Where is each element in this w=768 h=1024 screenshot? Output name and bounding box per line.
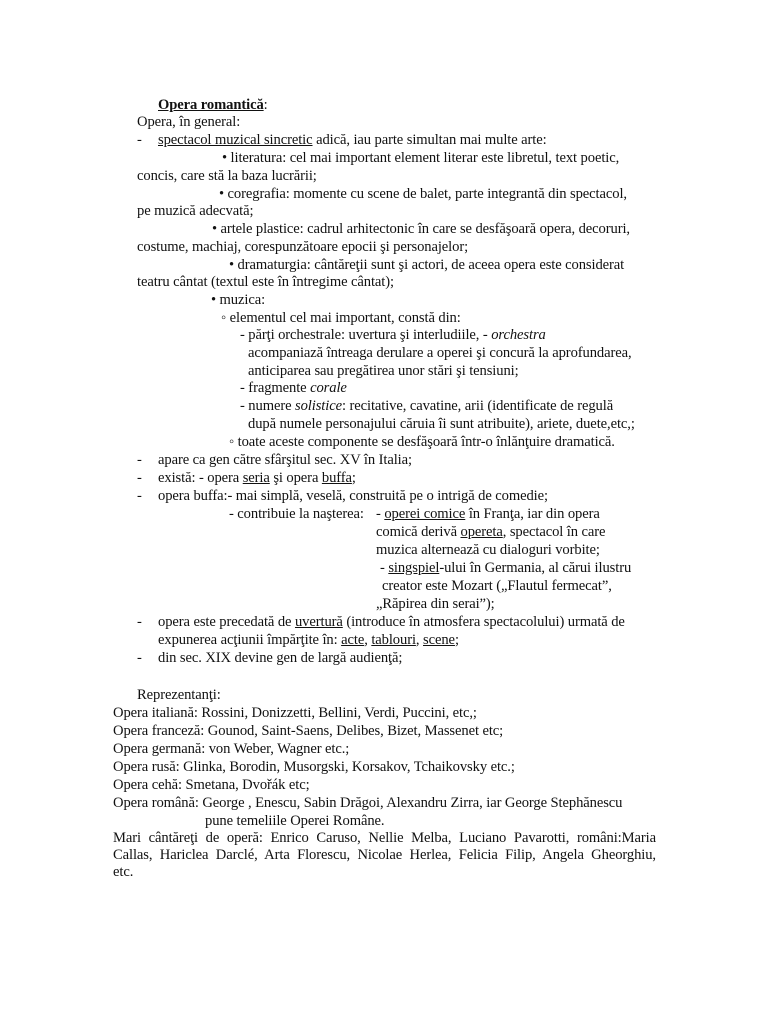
parti-line-2: acompaniază întreaga derulare a operei şi concură la aprofundarea,: [248, 345, 632, 361]
title-text: Opera romantică: [158, 97, 264, 113]
dash-marker: -: [137, 650, 142, 666]
page-title: [158, 96, 268, 114]
coregrafia-line-2: pe muzică adecvată;: [137, 203, 254, 219]
comice-rest: în Franţa, iar din opera: [465, 506, 600, 522]
creator-line: creator este Mozart („Flautul fermecat”,: [382, 578, 612, 594]
acte-term: acte: [341, 632, 365, 648]
scene-term: scene: [423, 632, 455, 648]
title-colon: :: [263, 97, 268, 113]
sincretic-rest: adică, iau parte simultan mai multe arte:: [312, 132, 547, 148]
literatura-line-2: concis, care stă la baza lucrării;: [137, 168, 317, 184]
opera-romana-line-1: Opera română: George , Enescu, Sabin Drăgoi, Alexandru Zirra, iar George Stephănescu: [113, 795, 623, 811]
dash-marker: -: [137, 614, 142, 630]
seria-term: seria: [242, 470, 270, 486]
numere-line-1: [240, 397, 613, 415]
solistice-term: solistice: [295, 398, 342, 414]
precedata-text: opera este precedată de: [158, 614, 295, 630]
opera-italiana-line: Opera italiană: Rossini, Donizzetti, Bellini, Verdi, Puccini, etc,;: [113, 705, 477, 721]
singers-line-1: Mari cântăreţi de operă: Enrico Caruso, Nellie Melba, Luciano Pavarotti, români:Maria: [113, 830, 656, 846]
opera-ceha-line: Opera cehă: Smetana, Dvořák etc;: [113, 777, 310, 793]
xix-line: din sec. XIX devine gen de largă audienţă;: [158, 650, 403, 666]
dash-marker: -: [137, 452, 142, 468]
singers-line-2: Callas, Hariclea Darclé, Arta Florescu, Nicolae Herlea, Felicia Filip, Angela Gheorghiu,: [113, 847, 656, 863]
sincretic-line: [158, 131, 547, 149]
coregrafia-line-1: • coregrafia: momente cu scene de balet, parte integrantă din spectacol,: [219, 186, 627, 202]
orchestra-term: orchestra: [491, 327, 546, 343]
artele-line-2: costume, machiaj, corespunzătoare epocii şi personajelor;: [137, 239, 469, 255]
singers-line-3: etc.: [113, 864, 134, 880]
exista-end: ;: [351, 470, 356, 486]
muzica-line: • muzica:: [211, 292, 266, 308]
singspiel-dash: -: [380, 560, 389, 576]
comica-line: [376, 523, 605, 541]
opera-comica-term: operei comice: [384, 506, 466, 522]
buffa-term: buffa: [321, 470, 352, 486]
comica-rest: , spectacol în care: [502, 524, 606, 540]
exista-text: există: - opera: [158, 470, 243, 486]
corale-term: corale: [310, 380, 347, 396]
exista-line: [158, 469, 356, 487]
separator: ,: [415, 632, 424, 648]
sincretic-term: spectacol muzical sincretic: [158, 132, 313, 148]
opera-franceza-line: Opera franceză: Gounod, Saint-Saens, Delibes, Bizet, Massenet etc;: [113, 723, 504, 739]
expunerea-line: [158, 631, 459, 649]
parti-line-3: anticiparea sau pregătirea unor stări şi tensiuni;: [248, 363, 519, 379]
singspiel-rest: -ului în Germania, al cărui ilustru: [439, 560, 632, 576]
opera-germana-line: Opera germană: von Weber, Wagner etc.;: [113, 741, 350, 757]
artele-line-1: • artele plastice: cadrul arhitectonic în care se desfăşoară opera, decoruri,: [212, 221, 630, 237]
precedata-rest: (introduce în atmosfera spectacolului) urmată de: [342, 614, 625, 630]
apare-line: apare ca gen către sfârşitul sec. XV în Italia;: [158, 452, 412, 468]
opera-rusa-line: Opera rusă: Glinka, Borodin, Musorgski, Korsakov, Tchaikovsky etc.;: [113, 759, 515, 775]
parti-line-1: [240, 326, 546, 344]
precedata-line: [158, 613, 625, 631]
muzica-alterneaza-line: muzica alternează cu dialoguri vorbite;: [376, 542, 600, 558]
fragmente-text: - fragmente: [240, 380, 311, 396]
singspiel-line: [380, 559, 631, 577]
comice-dash: -: [376, 506, 385, 522]
toate-line: ◦ toate aceste componente se desfăşoară într-o înlănţuire dramatică.: [229, 434, 615, 450]
fragmente-line: [240, 379, 347, 397]
opera-romana-line-2: pune temeliile Operei Române.: [205, 813, 385, 829]
parti-text: - părţi orchestrale: uvertura şi interludiile, -: [240, 327, 492, 343]
numere-line-2: după numele personajului căruia îi sunt atribuite), ariete, duete,etc,;: [248, 416, 635, 432]
tablouri-term: tablouri: [371, 632, 416, 648]
element-line: ◦ elementul cel mai important, constă din:: [221, 310, 461, 326]
dramaturgia-line-2: teatru cântat (textul este în întregime cântat);: [137, 274, 394, 290]
dash-marker: -: [137, 488, 142, 504]
intro-line: Opera, în general:: [137, 114, 241, 130]
buffa-line: opera buffa:- mai simplă, veselă, construită pe o intrigă de comedie;: [158, 488, 548, 504]
expunerea-text: expunerea acţiunii împărţite în:: [158, 632, 342, 648]
literatura-line-1: • literatura: cel mai important element literar este libretul, text poetic,: [222, 150, 620, 166]
separator: ,: [364, 632, 372, 648]
dash-marker: -: [137, 132, 142, 148]
comica-text: comică derivă: [376, 524, 461, 540]
expunerea-end: ;: [454, 632, 459, 648]
exista-mid: şi opera: [269, 470, 322, 486]
dash-marker: -: [137, 470, 142, 486]
dramaturgia-line-1: • dramaturgia: cântăreţii sunt şi actori, de aceea opera este considerat: [229, 257, 625, 273]
representatives-label: Reprezentanţi:: [137, 687, 221, 703]
numere-rest: : recitative, cavatine, arii (identificate de regulă: [341, 398, 614, 414]
numere-text: - numere: [240, 398, 296, 414]
uvertura-term: uvertură: [294, 614, 343, 630]
rapirea-line: „Răpirea din serai”);: [376, 596, 495, 612]
contribuie-line: - contribuie la naşterea:: [229, 506, 364, 522]
opereta-term: opereta: [460, 524, 503, 540]
singspiel-term: singspiel: [388, 560, 440, 576]
comice-line: [376, 505, 600, 523]
